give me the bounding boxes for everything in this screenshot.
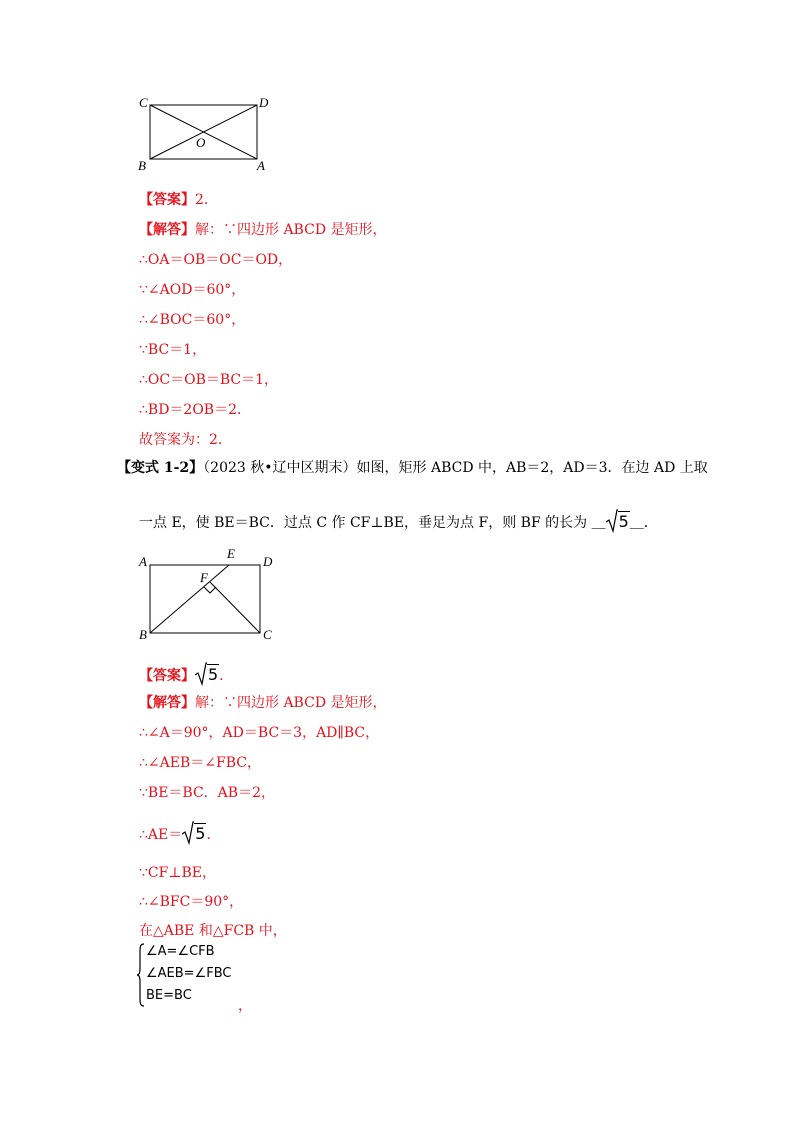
equation-system — [136, 943, 276, 1011]
label-c2: C — [263, 627, 272, 642]
figure-rectangle-perpendicular — [130, 545, 290, 645]
answer-value: 2． — [195, 192, 218, 208]
label-a2: A — [139, 554, 147, 569]
solution-1-line-1 — [139, 221, 387, 239]
segment-cf — [210, 582, 260, 633]
segment-be — [150, 565, 229, 633]
system-line-2: ∠AEB=∠FBC — [146, 966, 232, 981]
label-a: A — [257, 158, 265, 173]
answer-sqrt — [606, 513, 630, 532]
label-d2: D — [263, 554, 273, 569]
solution-2-line-4: ∵BE＝BC．AB＝2， — [139, 785, 275, 801]
solution-1-line-6: ∴OC＝OB＝BC＝1， — [139, 372, 279, 388]
label-b2: B — [139, 627, 147, 642]
answer-1 — [139, 191, 218, 209]
answer-tag: 【答案】 — [139, 192, 195, 208]
label-b: B — [138, 158, 146, 173]
label-d: D — [259, 95, 269, 110]
label-e2: E — [227, 546, 235, 561]
ae-prefix: ∴AE＝ — [139, 827, 183, 843]
solution-1-line-2: ∴OA＝OB＝OC＝OD， — [139, 252, 293, 268]
solution-2-text: 解：∵四边形 ABCD 是矩形， — [195, 695, 387, 711]
right-angle-mark — [204, 587, 216, 593]
ae-sqrt — [182, 825, 206, 844]
system-line-3: BE=BC — [146, 988, 192, 1003]
blank-pre: ＿ — [591, 515, 606, 531]
ae-suffix: ． — [206, 827, 221, 843]
solution-1-line-7: ∴BD＝2OB＝2． — [139, 402, 251, 418]
problem-2-line-1 — [117, 459, 708, 477]
radicand-2: 5 — [208, 665, 219, 684]
radicand: 5 — [618, 512, 629, 531]
problem-text: （2023 秋•辽中区期末）如图，矩形 ABCD 中，AB＝2，AD＝3．在边 AD 上取 — [203, 460, 708, 476]
solution-2-line-3: ∴∠AEB＝∠FBC， — [139, 755, 261, 771]
solution-2-line-7: ∴∠BFC＝90°， — [139, 894, 244, 910]
system-line-1: ∠A=∠CFB — [146, 944, 215, 959]
solution-1-line-8: 故答案为：2． — [139, 432, 232, 448]
solution-2-line-1 — [139, 694, 387, 712]
ae-radicand: 5 — [195, 824, 206, 843]
problem-2-line-2 — [139, 513, 658, 532]
solution-2-line-6: ∵CF⊥BE， — [139, 865, 217, 881]
figure-rectangle-diagonals — [130, 90, 290, 180]
left-brace-icon — [136, 943, 146, 1007]
solution-2-line-5 — [139, 825, 220, 844]
answer-2 — [139, 666, 233, 685]
answer-2-suffix: ． — [219, 668, 234, 684]
answer-tag-2: 【答案】 — [139, 668, 195, 684]
problem-tag: 【变式 1-2】 — [117, 460, 204, 476]
solution-text: 解：∵四边形 ABCD 是矩形， — [195, 222, 387, 238]
solution-tag: 【解答】 — [139, 222, 195, 238]
solution-tag-2: 【解答】 — [139, 695, 195, 711]
solution-1-line-3: ∵∠AOD＝60°， — [139, 282, 246, 298]
solution-1-line-4: ∴∠BOC＝60°， — [139, 312, 246, 328]
blank-post: ＿． — [629, 515, 658, 531]
label-o: O — [196, 135, 206, 150]
label-c: C — [139, 95, 148, 110]
solution-2-line-8: 在△ABE 和△FCB 中， — [139, 923, 287, 939]
solution-1-line-5: ∵BC＝1， — [139, 342, 207, 358]
label-f2: F — [200, 570, 208, 585]
problem-text-2: 一点 E，使 BE＝BC．过点 C 作 CF⊥BE，垂足为点 F，则 BF 的长为 — [139, 515, 588, 531]
solution-2-line-2: ∴∠A＝90°，AD＝BC＝3，AD∥BC， — [139, 725, 380, 741]
system-suffix: ， — [238, 998, 252, 1014]
answer-2-sqrt — [195, 666, 219, 685]
